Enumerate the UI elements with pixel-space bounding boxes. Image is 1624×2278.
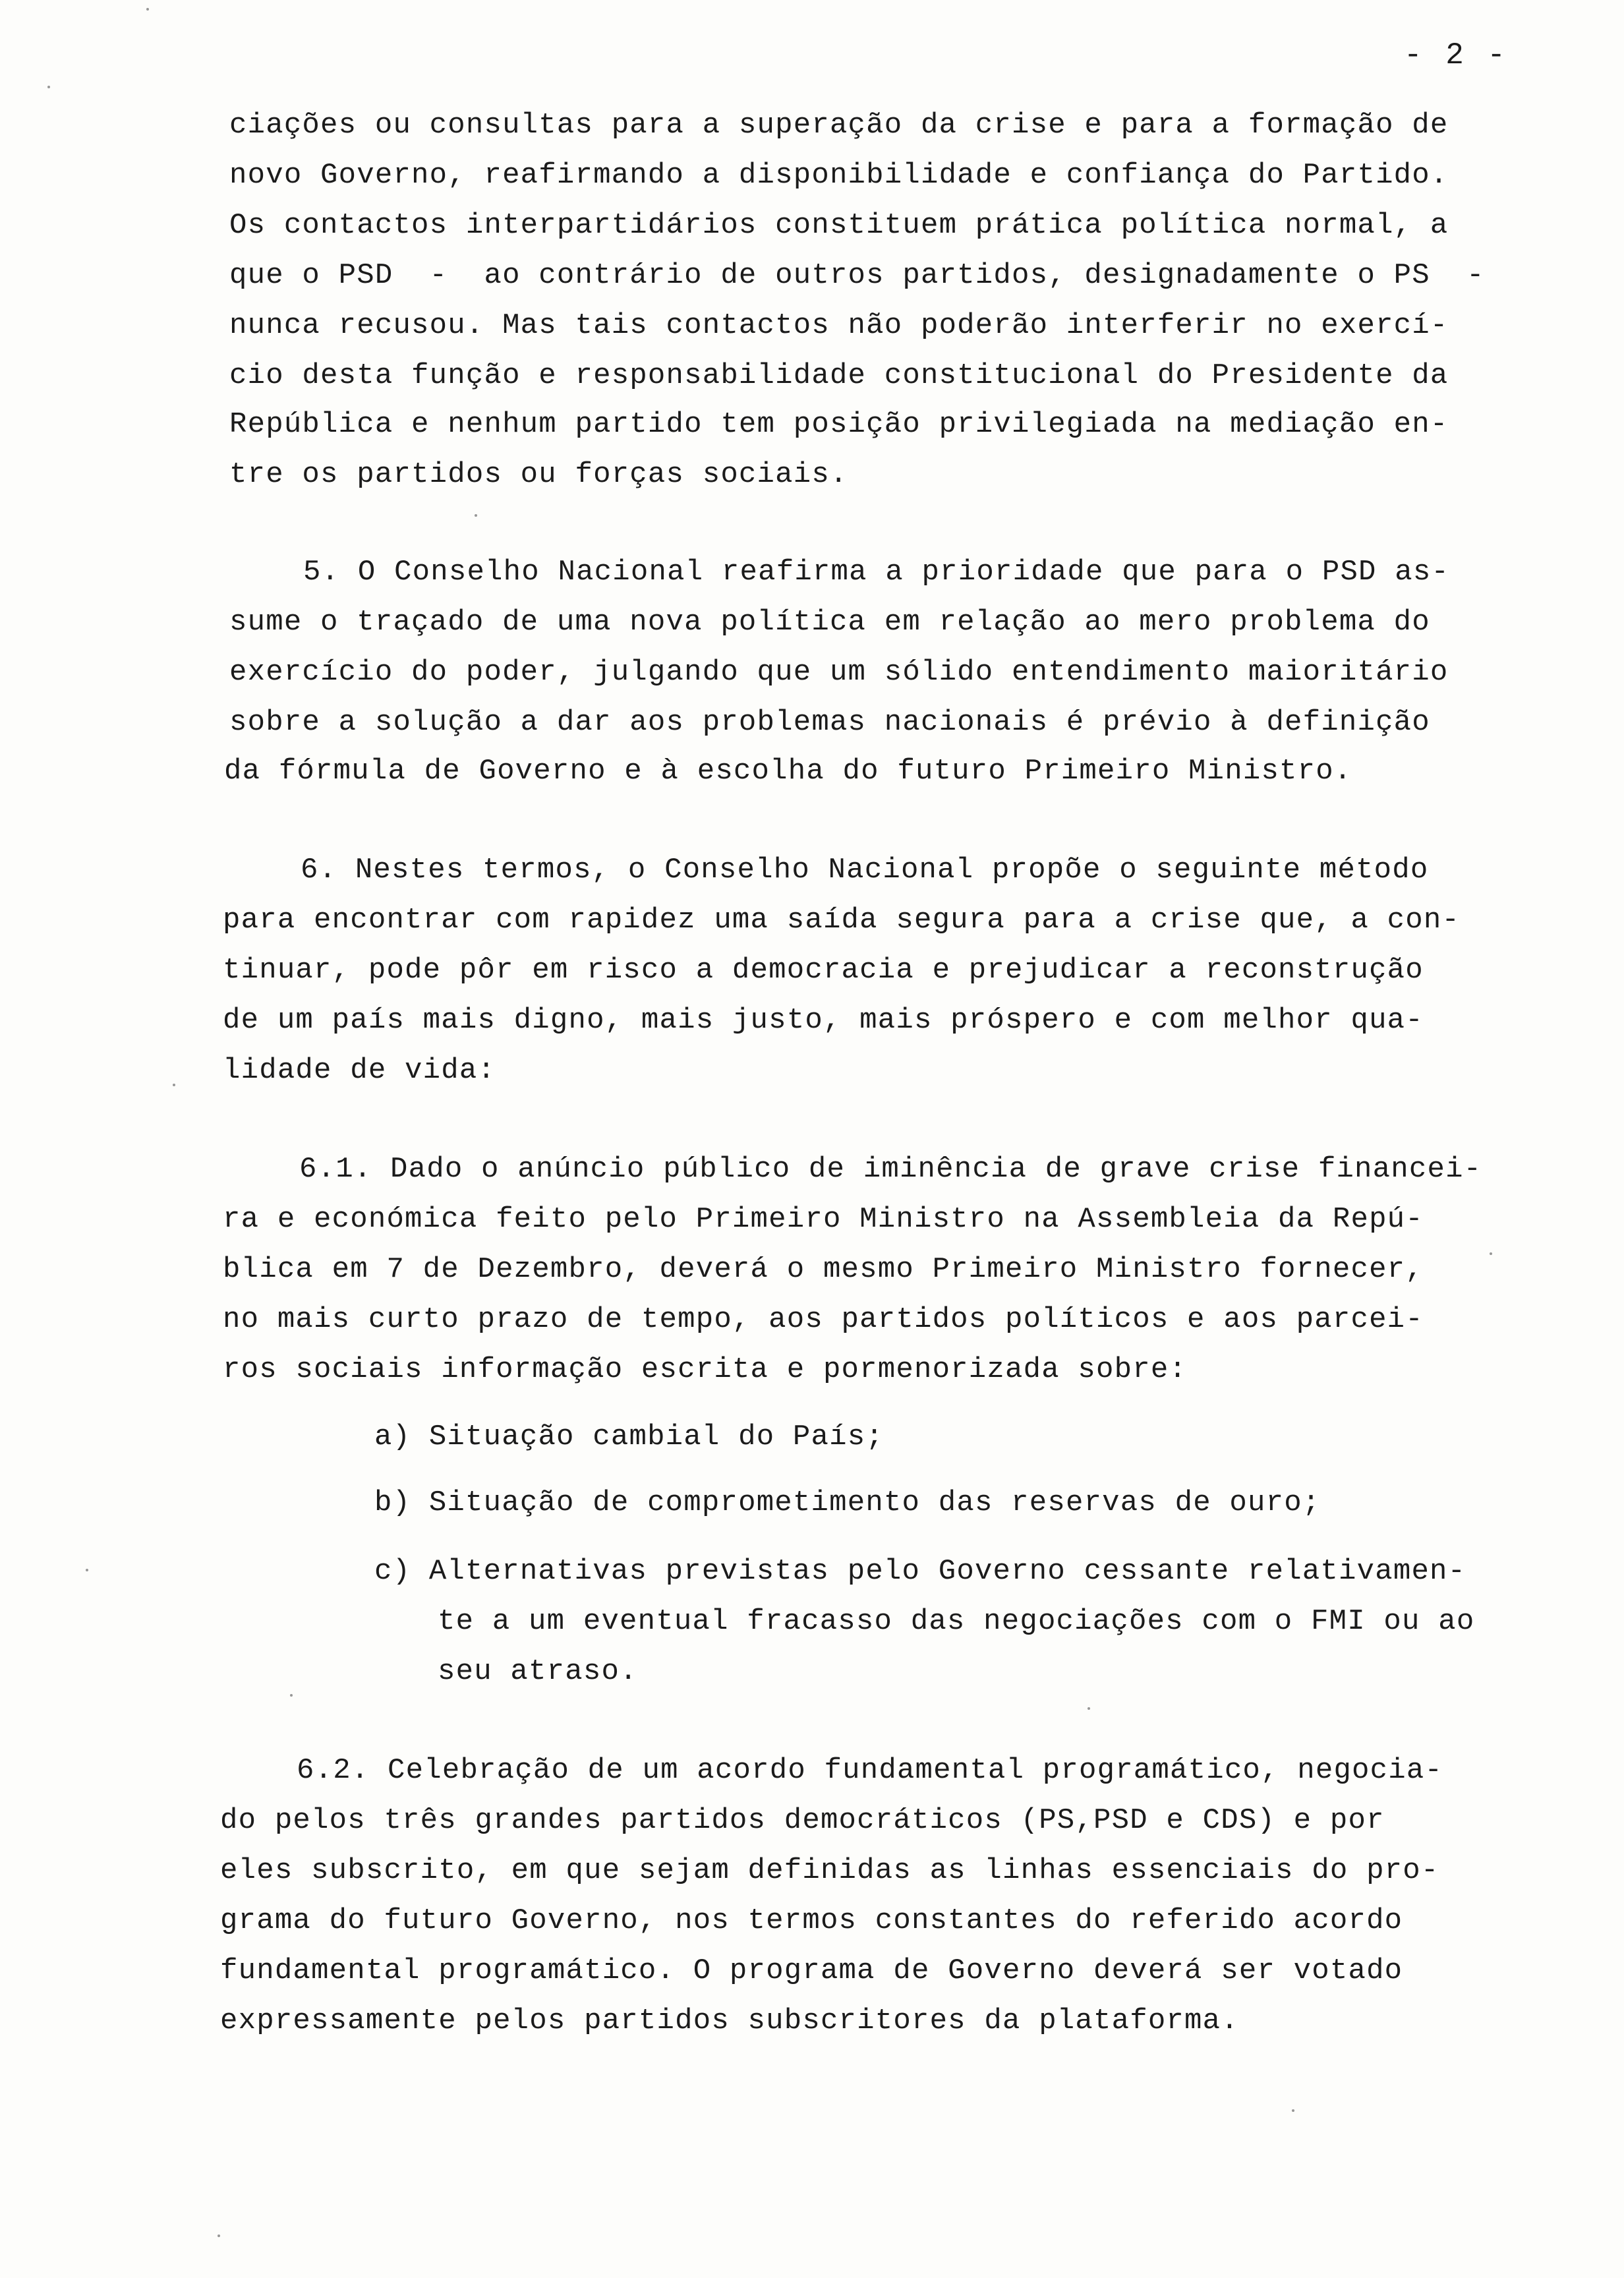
paragraph-line: sume o traçado de uma nova política em relação ao mero problema do: [229, 606, 1430, 639]
paragraph-line: sobre a solução a dar aos problemas nacionais é prévio à definição: [229, 706, 1430, 739]
paragraph-line: grama do futuro Governo, nos termos constantes do referido acordo: [220, 1904, 1403, 1937]
scan-speck: [1292, 2109, 1294, 2112]
scan-speck: [1088, 1707, 1090, 1710]
paragraph-line: eles subscrito, em que sejam definidas as linhas essenciais do pro-: [220, 1854, 1439, 1887]
paragraph-line: 6.1. Dado o anúncio público de iminência de grave crise financei-: [299, 1153, 1482, 1186]
paragraph-line: de um país mais digno, mais justo, mais próspero e com melhor qua-: [223, 1004, 1424, 1037]
paragraph-line: para encontrar com rapidez uma saída segura para a crise que, a con-: [223, 904, 1461, 937]
scan-speck: [475, 514, 477, 517]
paragraph-line: novo Governo, reafirmando a disponibilidade e confiança do Partido.: [229, 159, 1449, 192]
paragraph-line: da fórmula de Governo e à escolha do futuro Primeiro Ministro.: [224, 755, 1352, 788]
paragraph-line: lidade de vida:: [223, 1054, 496, 1087]
paragraph-line: no mais curto prazo de tempo, aos partidos políticos e aos parcei-: [223, 1303, 1424, 1336]
paragraph-line: cio desta função e responsabilidade constitucional do Presidente da: [229, 359, 1449, 392]
paragraph-line: 5. O Conselho Nacional reafirma a prioridade que para o PSD as-: [303, 556, 1450, 589]
paragraph-line: fundamental programático. O programa de Governo deverá ser votado: [220, 1954, 1403, 1987]
paragraph-line: ciações ou consultas para a superação da crise e para a formação de: [229, 109, 1449, 142]
list-item: seu atraso.: [438, 1655, 638, 1688]
paragraph-line: 6.2. Celebração de um acordo fundamental programático, negocia-: [297, 1754, 1443, 1787]
scan-speck: [1490, 1252, 1492, 1255]
paragraph-line: tre os partidos ou forças sociais.: [229, 458, 848, 491]
list-item: b) Situação de comprometimento das reservas de ouro;: [374, 1486, 1321, 1519]
list-item: te a um eventual fracasso das negociações com o FMI ou ao: [438, 1605, 1475, 1638]
page-number: - 2 -: [1404, 38, 1509, 73]
paragraph-line: tinuar, pode pôr em risco a democracia e prejudicar a reconstrução: [223, 954, 1424, 987]
list-item: a) Situação cambial do País;: [374, 1420, 884, 1453]
paragraph-line: nunca recusou. Mas tais contactos não poderão interferir no exercí-: [229, 309, 1449, 342]
paragraph-line: expressamente pelos partidos subscritores da plataforma.: [220, 2004, 1239, 2037]
paragraph-line: Os contactos interpartidários constituem prática política normal, a: [229, 209, 1449, 242]
scan-speck: [290, 1694, 293, 1697]
paragraph-line: exercício do poder, julgando que um sólido entendimento maioritário: [229, 656, 1449, 689]
scan-speck: [47, 86, 50, 88]
paragraph-line: ros sociais informação escrita e pormenorizada sobre:: [223, 1353, 1188, 1386]
paragraph-line: ra e económica feito pelo Primeiro Ministro na Assembleia da Repú-: [223, 1203, 1424, 1236]
scan-speck: [173, 1084, 175, 1086]
paragraph-line: 6. Nestes termos, o Conselho Nacional propõe o seguinte método: [301, 854, 1429, 887]
paragraph-line: blica em 7 de Dezembro, deverá o mesmo Primeiro Ministro fornecer,: [223, 1253, 1424, 1286]
scan-speck: [146, 8, 149, 11]
scan-speck: [218, 2234, 220, 2237]
paragraph-line: que o PSD - ao contrário de outros partidos, designadamente o PS -: [229, 259, 1485, 292]
list-item: c) Alternativas previstas pelo Governo cessante relativamen-: [374, 1555, 1466, 1588]
paragraph-line: do pelos três grandes partidos democráticos (PS,PSD e CDS) e por: [220, 1804, 1385, 1837]
scan-speck: [86, 1569, 88, 1571]
paragraph-line: República e nenhum partido tem posição privilegiada na mediação en-: [229, 408, 1449, 441]
